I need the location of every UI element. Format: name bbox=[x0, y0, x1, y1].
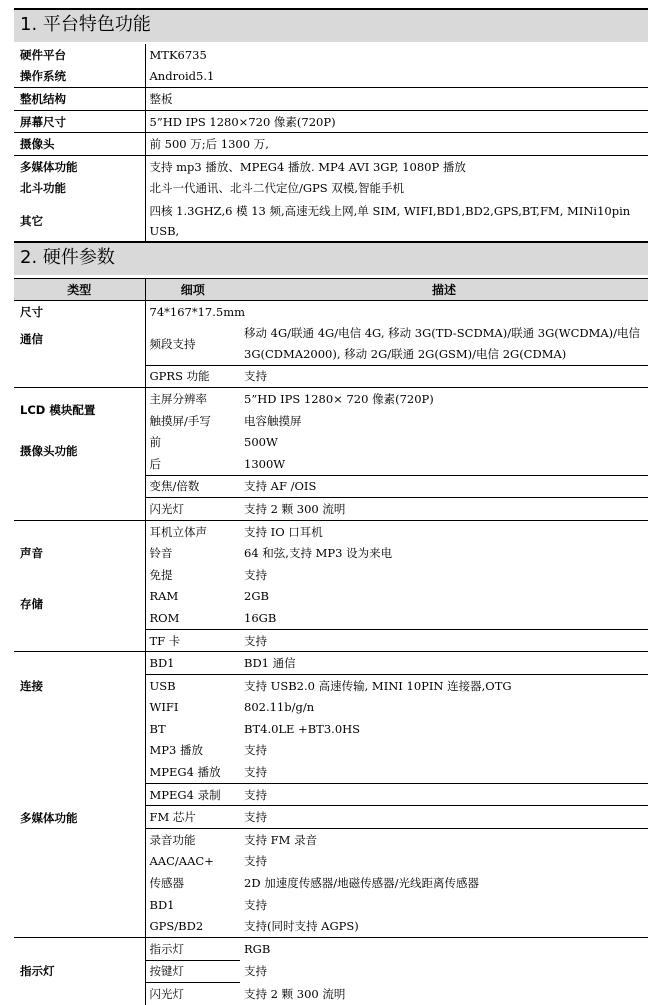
row-desc: 支持 bbox=[240, 783, 648, 806]
row-desc: 支持 2 颗 300 流明 bbox=[240, 498, 648, 521]
table-row bbox=[14, 44, 648, 66]
section2-title: 2. 硬件参数 bbox=[14, 241, 648, 275]
row-desc: 500W bbox=[244, 435, 278, 450]
row-desc: 支持 AF /OIS bbox=[240, 475, 648, 498]
row-item: 传感器 bbox=[149, 876, 184, 891]
row-item: 前 bbox=[149, 435, 161, 450]
table-row bbox=[14, 110, 648, 133]
row-item: GPS/BD2 bbox=[145, 915, 240, 937]
row-desc: 支持 FM 录音 bbox=[244, 832, 318, 847]
platform-features-table bbox=[14, 44, 648, 243]
row-item: 录音功能 bbox=[149, 832, 196, 847]
row-item: MP3 播放 bbox=[149, 743, 203, 758]
row-value: 前 500 万;后 1300 万, bbox=[145, 133, 648, 156]
row-desc: 支持 bbox=[244, 854, 267, 869]
row-desc: 支持(同时支持 AGPS) bbox=[240, 915, 648, 937]
row-item: BD1 bbox=[149, 897, 175, 912]
row-value: Android5.1 bbox=[145, 66, 648, 88]
row-type: 存储 bbox=[14, 586, 145, 652]
header-desc: 描述 bbox=[240, 279, 648, 301]
row-type: 指示灯 bbox=[14, 938, 145, 1005]
row-label: 多媒体功能 bbox=[14, 155, 145, 177]
table-row bbox=[14, 133, 648, 156]
row-desc: 支持 bbox=[240, 761, 648, 783]
row-item: 主屏分辨率 bbox=[149, 391, 207, 406]
row-desc: 电容触摸屏 bbox=[244, 413, 302, 428]
row-desc: 支持 bbox=[244, 964, 267, 979]
table-row bbox=[14, 323, 648, 366]
row-value: 北斗一代通讯、北斗二代定位/GPS 双模,智能手机 bbox=[149, 181, 404, 196]
row-item: 按键灯 bbox=[145, 960, 240, 983]
row-desc: 支持 bbox=[244, 567, 267, 582]
row-desc: 支持 bbox=[240, 806, 648, 829]
row-type: 连接 bbox=[14, 652, 145, 740]
row-item: WIFI bbox=[149, 700, 179, 715]
row-desc: 16GB bbox=[244, 610, 277, 625]
row-item: GPRS 功能 bbox=[145, 365, 240, 388]
row-desc: 支持 IO 口耳机 bbox=[244, 524, 323, 539]
header-item: 细项 bbox=[145, 279, 240, 301]
table-header-row bbox=[14, 279, 648, 301]
row-item: BD1 bbox=[149, 656, 175, 671]
row-item: ROM bbox=[149, 610, 180, 625]
table-row bbox=[14, 155, 648, 177]
row-value: 5”HD IPS 1280×720 像素(720P) bbox=[145, 110, 648, 133]
row-type: 摄像头功能 bbox=[14, 431, 145, 520]
section1-title: 1. 平台特色功能 bbox=[14, 8, 648, 42]
row-item: BT bbox=[149, 721, 166, 736]
hardware-params-table bbox=[14, 278, 648, 1005]
table-row bbox=[14, 520, 648, 542]
row-item: 闪光灯 bbox=[149, 987, 184, 1002]
row-item: 免提 bbox=[149, 567, 173, 582]
row-desc: RGB bbox=[244, 942, 271, 957]
row-item: 指示灯 bbox=[145, 938, 240, 961]
row-desc: 支持 bbox=[240, 365, 648, 388]
row-item: USB bbox=[145, 674, 240, 696]
row-item: 铃音 bbox=[149, 546, 173, 561]
row-label: 北斗功能 bbox=[14, 178, 145, 200]
table-row bbox=[14, 199, 648, 243]
row-item: AAC/AAC+ bbox=[149, 854, 214, 869]
row-desc: 74*167*17.5mm bbox=[149, 304, 245, 319]
row-label: 操作系统 bbox=[14, 66, 145, 88]
row-item: 后 bbox=[149, 456, 161, 471]
row-desc: BT4.0LE +BT3.0HS bbox=[244, 721, 361, 736]
row-desc: 802.11b/g/n bbox=[244, 700, 315, 715]
row-item: 耳机立体声 bbox=[149, 524, 207, 539]
row-desc: 1300W bbox=[244, 456, 286, 471]
row-value: 支持 mp3 播放、MPEG4 播放. MP4 AVI 3GP, 1080P 播放 bbox=[149, 159, 466, 174]
row-label: 屏幕尺寸 bbox=[14, 110, 145, 133]
row-item: FM 芯片 bbox=[145, 806, 240, 829]
row-type: LCD 模块配置 bbox=[14, 388, 145, 432]
row-item: RAM bbox=[149, 589, 179, 604]
table-row bbox=[14, 586, 648, 608]
row-desc: BD1 通信 bbox=[244, 656, 296, 671]
row-item: 闪光灯 bbox=[145, 498, 240, 521]
table-row bbox=[14, 178, 648, 200]
row-value: 整板 bbox=[145, 88, 648, 111]
table-row bbox=[14, 652, 648, 675]
table-row bbox=[14, 431, 648, 453]
row-desc: 支持 bbox=[244, 897, 267, 912]
row-label: 硬件平台 bbox=[14, 44, 145, 66]
row-desc: 支持 bbox=[240, 629, 648, 652]
row-type: 多媒体功能 bbox=[14, 740, 145, 938]
table-row bbox=[14, 301, 648, 323]
row-item: 频段支持 bbox=[149, 336, 196, 351]
table-row bbox=[14, 388, 648, 410]
row-item: 变焦/倍数 bbox=[145, 475, 240, 498]
table-row bbox=[14, 740, 648, 762]
table-row bbox=[14, 938, 648, 961]
row-item: TF 卡 bbox=[145, 629, 240, 652]
row-item: 触摸屏/手写 bbox=[149, 413, 211, 428]
row-desc: 2GB bbox=[244, 589, 269, 604]
row-desc: 移动 4G/联通 4G/电信 4G, 移动 3G(TD-SCDMA)/联通 3G(WCDMA)/电信 3G(CDMA2000), 移动 2G/联通 2G(GSM)/电信 2G(CDMA) bbox=[244, 325, 641, 361]
row-desc: 支持 USB2.0 高速传输, MINI 10PIN 连接器,OTG bbox=[240, 674, 648, 696]
row-label: 整机结构 bbox=[14, 88, 145, 111]
header-type: 类型 bbox=[14, 279, 145, 301]
table-row bbox=[14, 88, 648, 111]
row-item: MPEG4 播放 bbox=[145, 761, 240, 783]
table-row bbox=[14, 66, 648, 88]
row-value: MTK6735 bbox=[149, 47, 207, 62]
row-desc: 支持 2 颗 300 流明 bbox=[244, 986, 346, 1001]
row-label: 摄像头 bbox=[14, 133, 145, 156]
row-label: 其它 bbox=[14, 199, 145, 243]
row-type: 尺寸 bbox=[14, 301, 145, 323]
row-desc: 支持 bbox=[244, 743, 267, 758]
row-type: 声音 bbox=[14, 520, 145, 585]
row-type: 通信 bbox=[14, 323, 145, 388]
row-value: 四核 1.3GHZ,6 模 13 频,高速无线上网,单 SIM, WIFI,BD1,BD2,GPS,BT,FM, MINi10pin USB, bbox=[149, 204, 631, 239]
row-item: MPEG4 录制 bbox=[145, 783, 240, 806]
row-desc: 64 和弦,支持 MP3 设为来电 bbox=[244, 546, 393, 561]
row-desc: 5”HD IPS 1280× 720 像素(720P) bbox=[244, 391, 434, 406]
row-desc: 2D 加速度传感器/地磁传感器/光线距离传感器 bbox=[244, 876, 479, 891]
